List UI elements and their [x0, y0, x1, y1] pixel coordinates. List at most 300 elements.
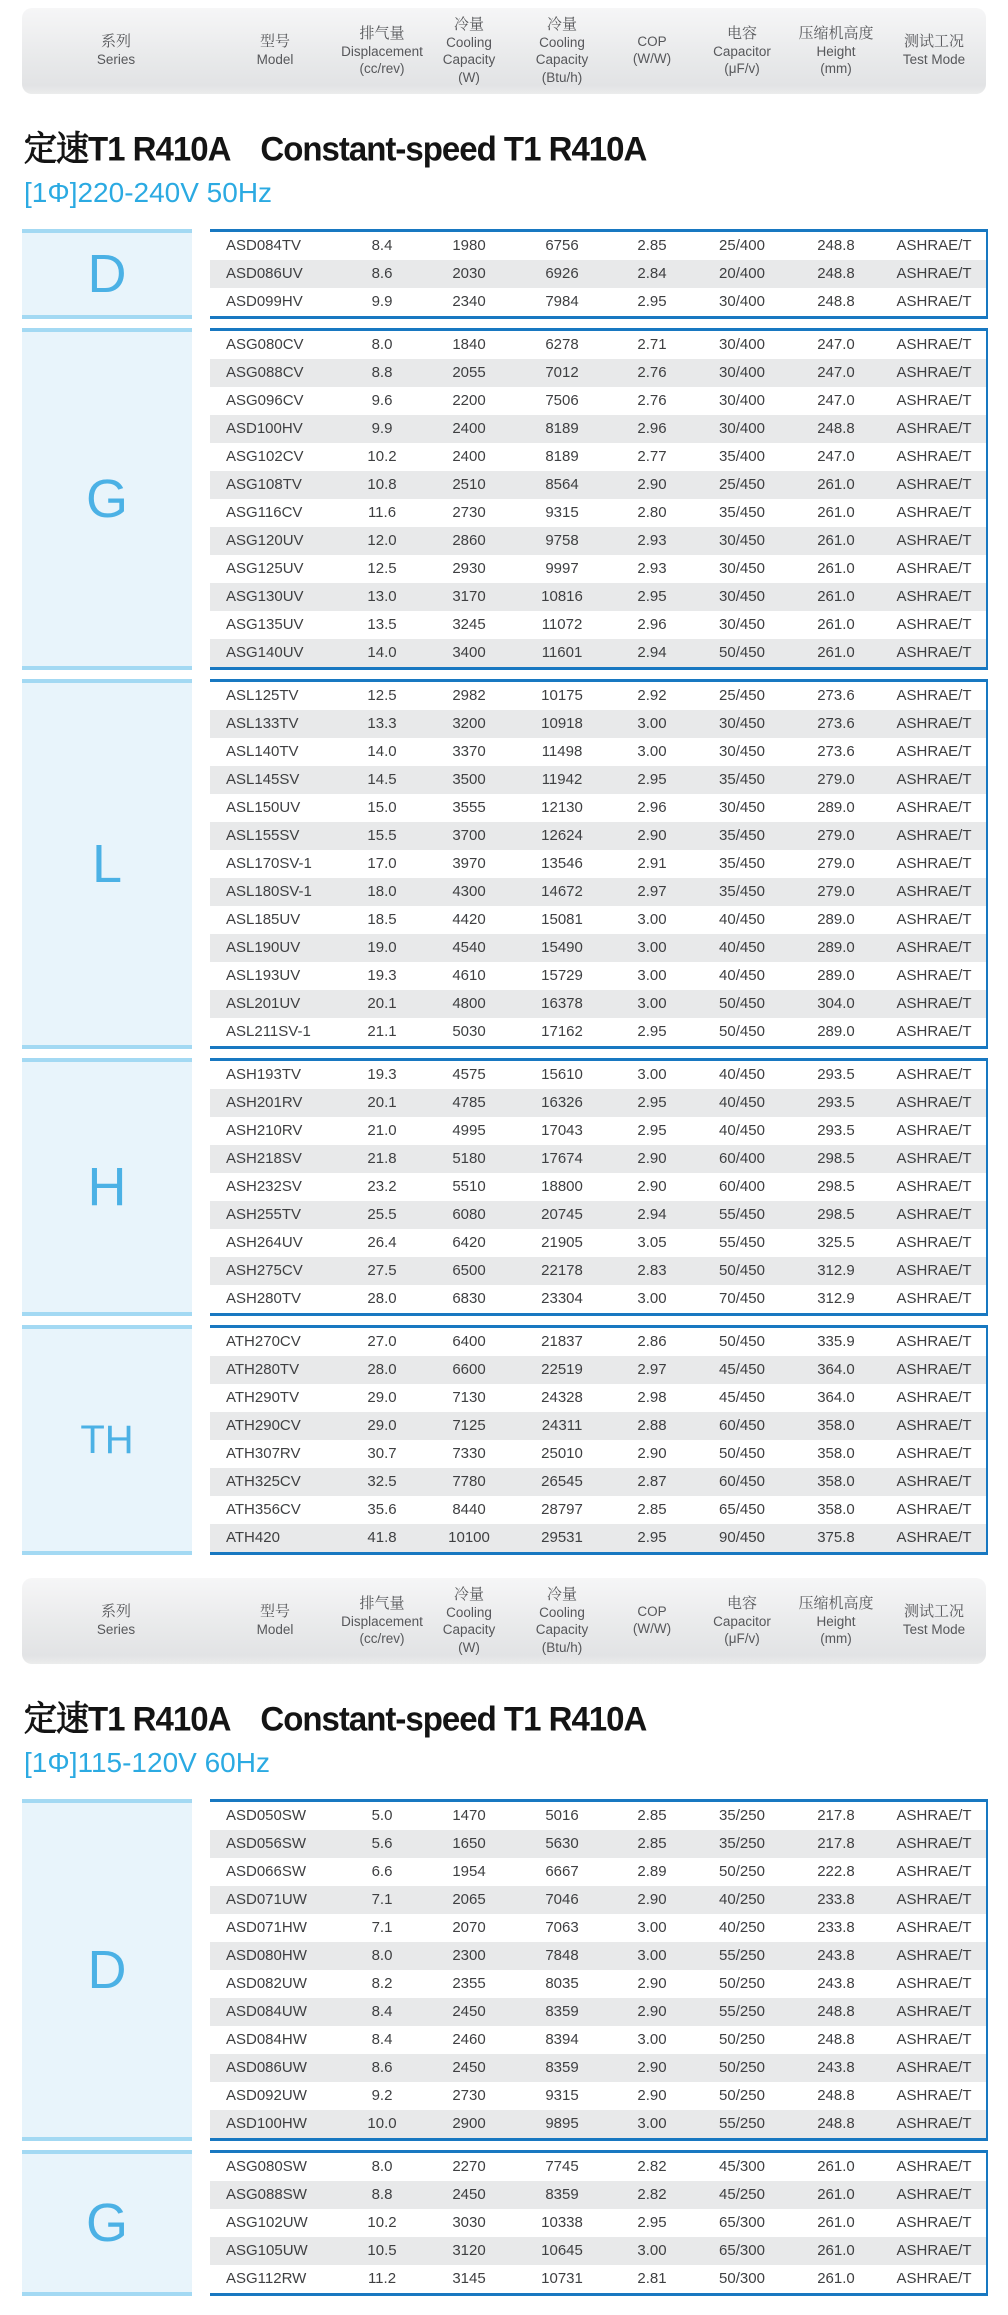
model-cell: ASD080HW: [226, 1947, 307, 1965]
height-cell: 273.6: [817, 687, 855, 705]
capacitor-cell: 35/250: [719, 1835, 765, 1853]
cooling-capacity-w-cell: 4540: [452, 939, 486, 957]
cop-cell: 2.97: [637, 883, 667, 901]
height-cell: 273.6: [817, 743, 855, 761]
test-mode-cell: ASHRAE/T: [896, 2214, 972, 2232]
test-mode-cell: ASHRAE/T: [896, 420, 972, 438]
capacitor-cell: 30/400: [719, 420, 765, 438]
table-row: [210, 1914, 986, 1942]
capacitor-cell: 25/450: [719, 687, 765, 705]
displacement-cell: 10.2: [367, 2214, 397, 2232]
cop-cell: 2.87: [637, 1473, 667, 1491]
table-row: [210, 1886, 986, 1914]
cop-cell: 2.81: [637, 2270, 667, 2288]
capacitor-cell: 40/250: [719, 1891, 765, 1909]
series-group-d: [22, 1799, 986, 2141]
capacitor-cell: 55/250: [719, 1947, 765, 1965]
table-row: [210, 906, 986, 934]
cooling-capacity-w-cell: 1954: [452, 1863, 486, 1881]
test-mode-cell: ASHRAE/T: [896, 1150, 972, 1168]
cop-cell: 2.76: [637, 364, 667, 382]
model-cell: ATH270CV: [226, 1333, 301, 1351]
model-cell: ATH420: [226, 1529, 280, 1547]
height-cell: 273.6: [817, 715, 855, 733]
height-cell: 364.0: [817, 1389, 855, 1407]
height-cell: 289.0: [817, 799, 855, 817]
column-header-unit: (cc/rev): [359, 1631, 405, 1647]
series-cell: [22, 328, 192, 670]
cooling-capacity-btu-cell: 10918: [541, 715, 583, 733]
table-row: [210, 794, 986, 822]
displacement-cell: 6.6: [371, 1863, 393, 1881]
table-row: [210, 443, 986, 471]
displacement-cell: 10.5: [367, 2242, 397, 2260]
model-cell: ASD084TV: [226, 237, 302, 255]
displacement-cell: 8.4: [371, 2031, 393, 2049]
test-mode-cell: ASHRAE/T: [896, 2158, 972, 2176]
model-cell: ASG080SW: [226, 2158, 307, 2176]
cooling-capacity-w-cell: 8440: [452, 1501, 486, 1519]
table-row: [210, 1998, 986, 2026]
height-cell: 293.5: [817, 1122, 855, 1140]
cop-cell: 3.00: [637, 1919, 667, 1937]
displacement-cell: 20.1: [367, 1094, 397, 1112]
cooling-capacity-btu-cell: 16326: [541, 1094, 583, 1112]
table-row: [210, 359, 986, 387]
column-header-unit: (Btu/h): [541, 69, 583, 85]
height-cell: 233.8: [817, 1919, 855, 1937]
column-header-unit: (W/W): [632, 1621, 672, 1637]
height-cell: 247.0: [817, 364, 855, 382]
model-cell: ASH218SV: [226, 1150, 302, 1168]
displacement-cell: 14.5: [367, 771, 397, 789]
capacitor-cell: 55/450: [719, 1206, 765, 1224]
table-row: [210, 1257, 986, 1285]
test-mode-cell: ASHRAE/T: [896, 2186, 972, 2204]
table-row: [210, 260, 986, 288]
cooling-capacity-w-cell: 2982: [452, 687, 486, 705]
cooling-capacity-btu-cell: 22178: [541, 1262, 583, 1280]
model-cell: ASL190UV: [226, 939, 301, 957]
column-header-en: Test Mode: [902, 52, 966, 68]
displacement-cell: 12.0: [367, 532, 397, 550]
model-cell: ATH290TV: [226, 1389, 300, 1407]
column-header-zh: 型号: [259, 1603, 290, 1621]
displacement-cell: 13.0: [367, 588, 397, 606]
column-header-en: Series: [96, 1622, 136, 1638]
model-cell: ASL211SV-1: [226, 1023, 311, 1041]
height-cell: 222.8: [817, 1863, 855, 1881]
cooling-capacity-w-cell: 1980: [452, 237, 486, 255]
cooling-capacity-btu-cell: 8189: [545, 420, 579, 438]
height-cell: 248.8: [817, 420, 855, 438]
cooling-capacity-btu-cell: 28797: [541, 1501, 583, 1519]
height-cell: 248.8: [817, 293, 855, 311]
column-header-unit: (μF/v): [724, 1631, 760, 1647]
cop-cell: 2.93: [637, 560, 667, 578]
height-cell: 364.0: [817, 1361, 855, 1379]
series-group-d: [22, 229, 986, 319]
test-mode-cell: ASHRAE/T: [896, 1417, 972, 1435]
table-row: [210, 1173, 986, 1201]
column-header-en: COP: [637, 1604, 667, 1620]
section-title-zh: 定速T1 R410A: [24, 128, 231, 168]
test-mode-cell: ASHRAE/T: [896, 939, 972, 957]
capacitor-cell: 30/450: [719, 588, 765, 606]
displacement-cell: 18.0: [367, 883, 397, 901]
model-cell: ASG088SW: [226, 2186, 307, 2204]
table-row: [210, 288, 986, 316]
column-header-en: Cooling Capacity: [442, 1605, 496, 1638]
cooling-capacity-w-cell: 2930: [452, 560, 486, 578]
cop-cell: 2.98: [637, 1389, 667, 1407]
cooling-capacity-btu-cell: 11498: [541, 743, 583, 761]
displacement-cell: 32.5: [367, 1473, 397, 1491]
height-cell: 289.0: [817, 939, 855, 957]
displacement-cell: 8.0: [371, 336, 393, 354]
model-cell: ATH290CV: [226, 1417, 301, 1435]
model-cell: ASG120UV: [226, 532, 304, 550]
cooling-capacity-w-cell: 2450: [452, 2059, 486, 2077]
cop-cell: 2.71: [637, 336, 667, 354]
series-label: D: [87, 243, 127, 304]
model-cell: ASL170SV-1: [226, 855, 312, 873]
displacement-cell: 7.1: [371, 1919, 393, 1937]
model-cell: ASL201UV: [226, 995, 301, 1013]
test-mode-cell: ASHRAE/T: [896, 265, 972, 283]
column-header-en: Height: [816, 1613, 856, 1629]
displacement-cell: 9.9: [371, 420, 393, 438]
column-header-zh: 电容: [726, 24, 757, 42]
column-header-cooling-capacity: [514, 15, 610, 86]
model-cell: ASD092UW: [226, 2087, 307, 2105]
model-cell: ASH275CV: [226, 1262, 303, 1280]
cop-cell: 2.93: [637, 532, 667, 550]
cooling-capacity-btu-cell: 15490: [541, 939, 583, 957]
cooling-capacity-w-cell: 3145: [452, 2270, 486, 2288]
cooling-capacity-w-cell: 6420: [452, 1234, 486, 1252]
displacement-cell: 14.0: [367, 743, 397, 761]
cooling-capacity-w-cell: 2730: [452, 504, 486, 522]
height-cell: 261.0: [817, 644, 855, 662]
capacitor-cell: 65/450: [719, 1501, 765, 1519]
cooling-capacity-w-cell: 3370: [452, 743, 486, 761]
cooling-capacity-btu-cell: 11601: [541, 644, 583, 662]
capacitor-cell: 30/450: [719, 616, 765, 634]
cooling-capacity-w-cell: 5030: [452, 1023, 486, 1041]
cop-cell: 2.85: [637, 1807, 667, 1825]
test-mode-cell: ASHRAE/T: [896, 1919, 972, 1937]
table-row: [210, 232, 986, 260]
test-mode-cell: ASHRAE/T: [896, 715, 972, 733]
section-divider-gap: [22, 1564, 986, 1578]
model-cell: ASD071HW: [226, 1919, 307, 1937]
cooling-capacity-btu-cell: 9895: [545, 2115, 579, 2133]
cooling-capacity-btu-cell: 5630: [545, 1835, 579, 1853]
displacement-cell: 18.5: [367, 911, 397, 929]
cooling-capacity-w-cell: 2400: [452, 420, 486, 438]
table-row: [210, 1970, 986, 1998]
height-cell: 261.0: [817, 2214, 855, 2232]
capacitor-cell: 30/450: [719, 743, 765, 761]
section-title: [24, 124, 986, 171]
test-mode-cell: ASHRAE/T: [896, 504, 972, 522]
column-header-en: Displacement: [341, 1613, 423, 1629]
height-cell: 261.0: [817, 560, 855, 578]
model-cell: ASL155SV: [226, 827, 300, 845]
displacement-cell: 13.5: [367, 616, 397, 634]
capacitor-cell: 30/400: [719, 293, 765, 311]
model-cell: ASG130UV: [226, 588, 304, 606]
height-cell: 293.5: [817, 1066, 855, 1084]
cooling-capacity-w-cell: 2450: [452, 2186, 486, 2204]
column-header-zh: 测试工况: [903, 1603, 964, 1621]
displacement-cell: 23.2: [367, 1178, 397, 1196]
test-mode-cell: ASHRAE/T: [896, 1206, 972, 1224]
cop-cell: 2.95: [637, 771, 667, 789]
displacement-cell: 29.0: [367, 1417, 397, 1435]
column-header-height: [790, 24, 882, 78]
height-cell: 243.8: [817, 1975, 855, 1993]
displacement-cell: 9.6: [371, 392, 393, 410]
model-cell: ASG105UW: [226, 2242, 308, 2260]
cop-cell: 2.95: [637, 1023, 667, 1041]
column-header-test-mode: [882, 1602, 986, 1638]
model-cell: ASG140UV: [226, 644, 304, 662]
height-cell: 279.0: [817, 771, 855, 789]
column-header-unit: (mm): [820, 1631, 852, 1647]
capacitor-cell: 60/400: [719, 1150, 765, 1168]
height-cell: 261.0: [817, 2186, 855, 2204]
cooling-capacity-btu-cell: 20745: [541, 1206, 583, 1224]
cooling-capacity-w-cell: 3400: [452, 644, 486, 662]
model-cell: ASG116CV: [226, 504, 303, 522]
series-label: G: [85, 468, 128, 529]
column-header-cooling-capacity: [514, 1585, 610, 1656]
cop-cell: 2.97: [637, 1361, 667, 1379]
height-cell: 358.0: [817, 1501, 855, 1519]
capacitor-cell: 30/450: [719, 560, 765, 578]
height-cell: 298.5: [817, 1178, 855, 1196]
test-mode-cell: ASHRAE/T: [896, 1023, 972, 1041]
section-voltage-subtitle: [1Φ]220-240V 50Hz: [24, 176, 273, 208]
table-row: [210, 1858, 986, 1886]
displacement-cell: 13.3: [367, 715, 397, 733]
cop-cell: 2.95: [637, 588, 667, 606]
height-cell: 217.8: [817, 1807, 855, 1825]
cooling-capacity-btu-cell: 17162: [541, 1023, 583, 1041]
cop-cell: 2.86: [637, 1333, 667, 1351]
displacement-cell: 9.9: [371, 293, 393, 311]
table-row: [210, 1802, 986, 1830]
test-mode-cell: ASHRAE/T: [896, 2115, 972, 2133]
column-header-en: Series: [96, 52, 136, 68]
cop-cell: 2.90: [637, 1178, 667, 1196]
capacitor-cell: 55/250: [719, 2115, 765, 2133]
height-cell: 335.9: [817, 1333, 855, 1351]
column-header-series: [22, 32, 210, 68]
table-row: [210, 1830, 986, 1858]
column-header-en: Cooling Capacity: [535, 1605, 589, 1638]
cooling-capacity-w-cell: 2070: [452, 1919, 486, 1937]
cooling-capacity-w-cell: 2730: [452, 2087, 486, 2105]
capacitor-cell: 50/450: [719, 995, 765, 1013]
cooling-capacity-w-cell: 10100: [448, 1529, 490, 1547]
cooling-capacity-btu-cell: 10731: [541, 2270, 583, 2288]
cooling-capacity-w-cell: 3500: [452, 771, 486, 789]
height-cell: 248.8: [817, 2031, 855, 2049]
capacitor-cell: 35/450: [719, 855, 765, 873]
model-cell: ASL125TV: [226, 687, 299, 705]
test-mode-cell: ASHRAE/T: [896, 883, 972, 901]
column-header-zh: 型号: [259, 33, 290, 51]
test-mode-cell: ASHRAE/T: [896, 448, 972, 466]
model-cell: ATH280TV: [226, 1361, 300, 1379]
test-mode-cell: ASHRAE/T: [896, 2031, 972, 2049]
cooling-capacity-w-cell: 2030: [452, 265, 486, 283]
displacement-cell: 19.3: [367, 1066, 397, 1084]
column-header-cop: [610, 33, 694, 68]
capacitor-cell: 90/450: [719, 1529, 765, 1547]
model-cell: ASD084HW: [226, 2031, 307, 2049]
test-mode-cell: ASHRAE/T: [896, 1891, 972, 1909]
column-header-cooling-capacity: [424, 1585, 514, 1656]
cop-cell: 2.90: [637, 827, 667, 845]
cooling-capacity-w-cell: 2450: [452, 2003, 486, 2021]
height-cell: 293.5: [817, 1094, 855, 1112]
cooling-capacity-btu-cell: 5016: [545, 1807, 579, 1825]
table-row: [210, 555, 986, 583]
cooling-capacity-w-cell: 4800: [452, 995, 486, 1013]
table-row: [210, 1145, 986, 1173]
test-mode-cell: ASHRAE/T: [896, 1066, 972, 1084]
displacement-cell: 20.1: [367, 995, 397, 1013]
series-label: L: [91, 833, 123, 894]
test-mode-cell: ASHRAE/T: [896, 911, 972, 929]
height-cell: 248.8: [817, 265, 855, 283]
cop-cell: 2.95: [637, 1094, 667, 1112]
capacitor-cell: 35/400: [719, 448, 765, 466]
cooling-capacity-btu-cell: 12130: [541, 799, 583, 817]
displacement-cell: 19.3: [367, 967, 397, 985]
column-header-unit: (μF/v): [724, 61, 760, 77]
table-row: [210, 1942, 986, 1970]
model-cell: ASL185UV: [226, 911, 301, 929]
table-row: [210, 331, 986, 359]
cop-cell: 3.00: [637, 939, 667, 957]
cooling-capacity-btu-cell: 13546: [541, 855, 583, 873]
cop-cell: 2.90: [637, 2087, 667, 2105]
displacement-cell: 19.0: [367, 939, 397, 957]
rows: [210, 328, 988, 670]
table-row: [210, 990, 986, 1018]
height-cell: 358.0: [817, 1445, 855, 1463]
height-cell: 279.0: [817, 855, 855, 873]
cop-cell: 2.85: [637, 1835, 667, 1853]
displacement-cell: 17.0: [367, 855, 397, 873]
height-cell: 312.9: [817, 1290, 855, 1308]
height-cell: 289.0: [817, 911, 855, 929]
capacitor-cell: 45/250: [719, 2186, 765, 2204]
test-mode-cell: ASHRAE/T: [896, 1473, 972, 1491]
cooling-capacity-w-cell: 3030: [452, 2214, 486, 2232]
capacitor-cell: 50/250: [719, 2059, 765, 2077]
model-cell: ASL133TV: [226, 715, 299, 733]
cooling-capacity-w-cell: 2860: [452, 532, 486, 550]
cooling-capacity-w-cell: 4300: [452, 883, 486, 901]
table-row: [210, 1412, 986, 1440]
height-cell: 248.8: [817, 237, 855, 255]
model-cell: ASD100HV: [226, 420, 303, 438]
capacitor-cell: 40/450: [719, 939, 765, 957]
capacitor-cell: 50/450: [719, 1023, 765, 1041]
cooling-capacity-btu-cell: 26545: [541, 1473, 583, 1491]
capacitor-cell: 50/250: [719, 1863, 765, 1881]
column-header-zh: 压缩机高度: [798, 24, 874, 42]
test-mode-cell: ASHRAE/T: [896, 560, 972, 578]
column-header-capacitor: [694, 24, 790, 78]
table-row: [210, 1384, 986, 1412]
cooling-capacity-btu-cell: 25010: [541, 1445, 583, 1463]
cooling-capacity-btu-cell: 11942: [541, 771, 583, 789]
displacement-cell: 27.0: [367, 1333, 397, 1351]
cop-cell: 2.96: [637, 616, 667, 634]
cooling-capacity-btu-cell: 6278: [545, 336, 579, 354]
test-mode-cell: ASHRAE/T: [896, 799, 972, 817]
test-mode-cell: ASHRAE/T: [896, 1094, 972, 1112]
column-header-en: Displacement: [341, 43, 423, 59]
capacitor-cell: 30/400: [719, 392, 765, 410]
capacitor-cell: 30/450: [719, 532, 765, 550]
cooling-capacity-w-cell: 2300: [452, 1947, 486, 1965]
capacitor-cell: 70/450: [719, 1290, 765, 1308]
cooling-capacity-w-cell: 6600: [452, 1361, 486, 1379]
table-row: [210, 2209, 986, 2237]
cop-cell: 3.00: [637, 2031, 667, 2049]
capacitor-cell: 60/400: [719, 1178, 765, 1196]
displacement-cell: 9.2: [371, 2087, 393, 2105]
series-label: G: [85, 2192, 128, 2253]
cooling-capacity-btu-cell: 7745: [545, 2158, 579, 2176]
displacement-cell: 12.5: [367, 687, 397, 705]
rows: [210, 679, 988, 1049]
table-row: [210, 934, 986, 962]
table-row: [210, 1356, 986, 1384]
table-row: [210, 2026, 986, 2054]
series-label: D: [87, 1939, 127, 2000]
table-column-header: [22, 1578, 986, 1664]
test-mode-cell: ASHRAE/T: [896, 237, 972, 255]
cooling-capacity-btu-cell: 18800: [541, 1178, 583, 1196]
section-title-en: Constant-speed T1 R410A: [260, 1699, 647, 1738]
table-row: [210, 1018, 986, 1046]
model-cell: ASG108TV: [226, 476, 302, 494]
model-cell: ASD071UW: [226, 1891, 307, 1909]
series-cell: [22, 1325, 192, 1555]
model-cell: ASH210RV: [226, 1122, 303, 1140]
test-mode-cell: ASHRAE/T: [896, 1333, 972, 1351]
cooling-capacity-w-cell: 4420: [452, 911, 486, 929]
height-cell: 261.0: [817, 2270, 855, 2288]
capacitor-cell: 35/450: [719, 504, 765, 522]
displacement-cell: 8.4: [371, 237, 393, 255]
cop-cell: 2.92: [637, 687, 667, 705]
table-row: [210, 2153, 986, 2181]
cooling-capacity-btu-cell: 8035: [545, 1975, 579, 1993]
model-cell: ASD100HW: [226, 2115, 307, 2133]
cooling-capacity-btu-cell: 23304: [541, 1290, 583, 1308]
height-cell: 217.8: [817, 1835, 855, 1853]
